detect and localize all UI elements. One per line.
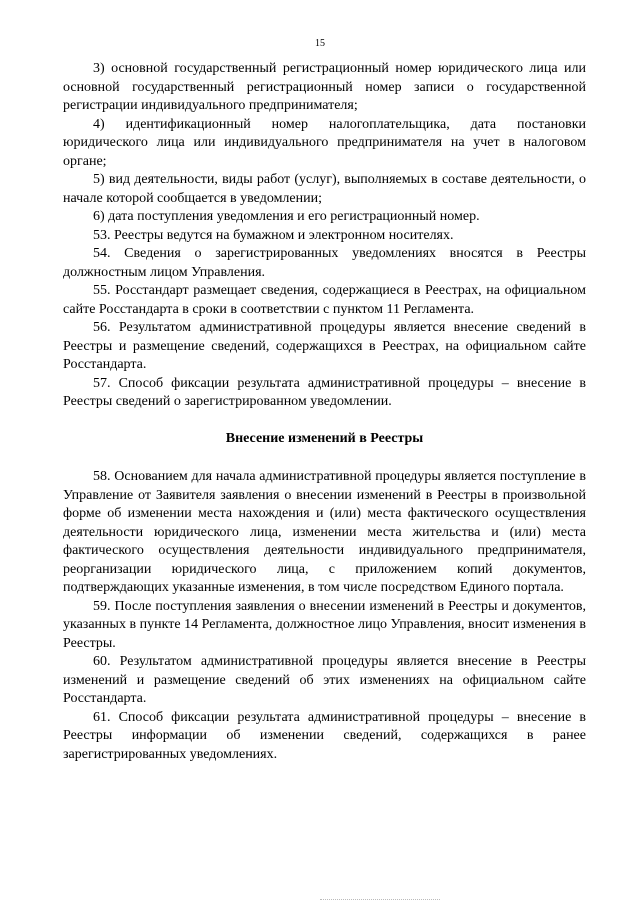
paragraph-56: 56. Результатом административной процедуры является внесение сведений в Реестры и размещение сведений, содержащихся в Реестрах, на официальном сайте Росстандарта.	[63, 320, 586, 372]
paragraph-60: 60. Результатом административной процедуры является внесение в Реестры изменений и размещение сведений об этих изменениях на официальном сайте Росстандарта.	[63, 654, 586, 706]
paragraph-61: 61. Способ фиксации результата административной процедуры – внесение в Реестры информации об изменении сведений, содержащихся в ранее зарегистрированных уведомлениях.	[63, 709, 586, 762]
section-heading: Внесение изменений в Реестры	[225, 430, 424, 446]
paragraph-item-4: 4) идентификационный номер налогоплательщика, дата постановки юридического лица или индивидуального предпринимателя на учет в налоговом органе;	[63, 116, 586, 169]
paragraph-57: 57. Способ фиксации результата административной процедуры – внесение в Реестры сведений о зарегистрированном уведомлении.	[63, 375, 586, 409]
paragraph-53: 53. Реестры ведутся на бумажном и электронном носителях.	[93, 227, 454, 243]
paragraph-item-3: 3) основной государственный регистрационный номер юридического лица или основной государственный регистрационный номер записи о государственной регистрации индивидуального предпринимателя;	[63, 61, 586, 113]
document-body	[63, 60, 586, 764]
paragraph-item-5: 5) вид деятельности, виды работ (услуг), выполняемых в составе деятельности, о начале которой сообщается в уведомлении;	[63, 172, 586, 206]
paragraph-item-6: 6) дата поступления уведомления и его регистрационный номер.	[93, 209, 480, 224]
paragraph-55: 55. Росстандарт размещает сведения, содержащиеся в Реестрах, на официальном сайте Росстандарта в сроки в соответствии с пунктом 11 Регламента.	[63, 283, 586, 317]
scan-artifact-line	[320, 899, 440, 901]
paragraph-59: 59. После поступления заявления о внесении изменений в Реестры и документов, указанных в пункте 14 Регламента, должностное лицо Управления, вносит изменения в Реестры.	[63, 598, 586, 651]
paragraph-58: 58. Основанием для начала административной процедуры является поступление в Управление от Заявителя заявления о внесении изменений в Реестры в произвольной форме об изменении места нахождения и (или) места фактического осуществления деятельности юридического лица, изменении места жительства и (или) места фактического осуществления деятельности индивидуального предпринимателя, реорганизации юридического лица, с приложением копий документов, подтверждающих указанные изменения, в том числе посредством Единого портала.	[63, 469, 586, 595]
paragraph-54: 54. Сведения о зарегистрированных уведомлениях вносятся в Реестры должностным лицом Управления.	[63, 246, 586, 280]
page-number: 15	[315, 38, 325, 49]
